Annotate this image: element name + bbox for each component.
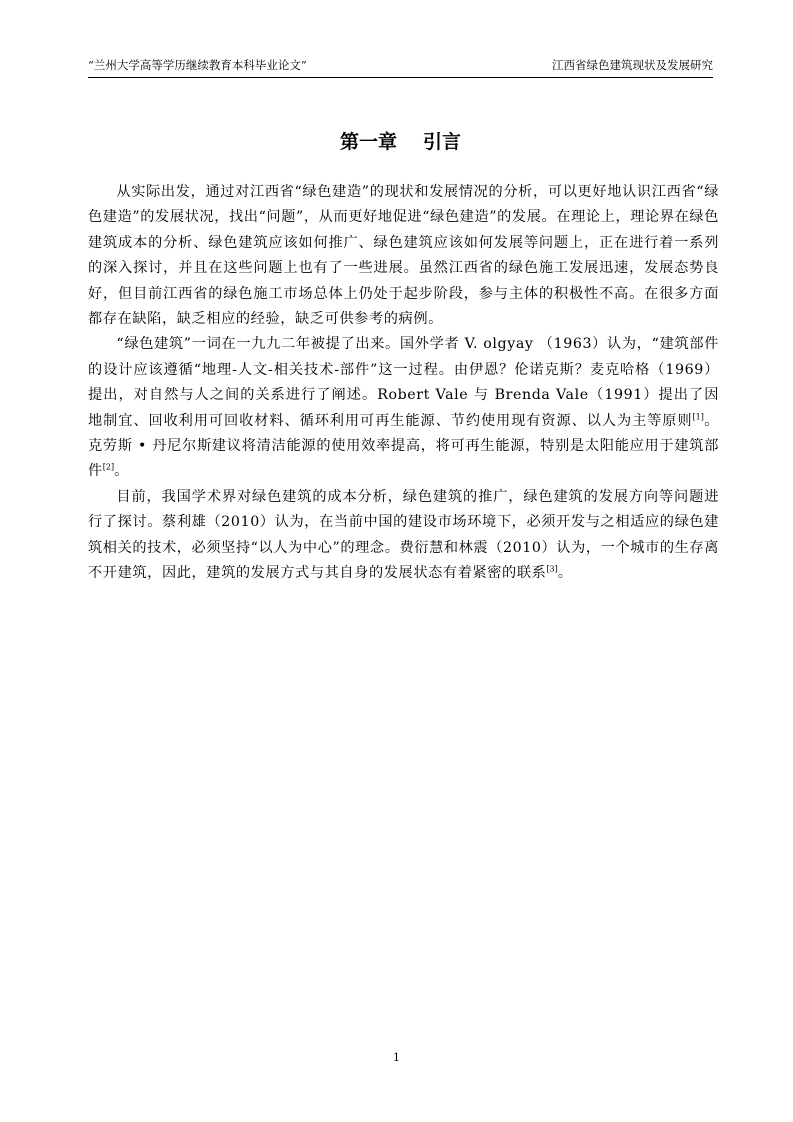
paragraph-2 bbox=[88, 332, 719, 484]
chapter-title: 引言 bbox=[423, 131, 462, 153]
running-header bbox=[88, 58, 713, 78]
chapter-heading bbox=[88, 128, 713, 156]
paragraph-2-text-c: 。 bbox=[114, 463, 129, 480]
paragraph-3 bbox=[88, 485, 719, 587]
chapter-number: 第一章 bbox=[339, 131, 397, 153]
page-number: 1 bbox=[393, 1051, 400, 1064]
paragraph-1: 从实际出发，通过对江西省“绿色建造”的现状和发展情况的分析，可以更好地认识江西省“绿色建造”的发展状况，找出“问题”，从而更好地促进“绿色建造”的发展。在理论上，理论界在绿色建筑成本的分析、绿色建筑应该如何推广、绿色建筑应该如何发展等问题上，正在进行着一系列的深入探讨，并且在这些问题上也有了一些进展。虽然江西省的绿色施工发展迅速，发展态势良好，但目前江西省的绿色施工市场总体上仍处于起步阶段，参与主体的积极性不高。在很多方面都存在缺陷，缺乏相应的经验，缺乏可供参考的病例。 bbox=[88, 184, 719, 328]
citation-ref-3: [3] bbox=[546, 564, 558, 574]
chapter-body bbox=[88, 180, 719, 587]
citation-ref-1: [1] bbox=[692, 411, 704, 421]
paragraph-3-text-a: 目前，我国学术界对绿色建筑的成本分析，绿色建筑的推广，绿色建筑的发展方向等问题进行了探讨。蔡利雄（2010）认为，在当前中国的建设市场环境下，必须开发与之相适应的绿色建筑相关的技术，必须坚持“以人为中心”的理念。费衍慧和林震（2010）认为，一个城市的生存离不开建筑，因此，建筑的发展方式与其自身的发展状态有着紧密的联系 bbox=[88, 488, 719, 582]
citation-ref-2: [2] bbox=[102, 462, 115, 472]
paragraph-3-text-b: 。 bbox=[557, 565, 573, 582]
paragraph-2-text-a: “绿色建筑”一词在一九九二年被提了出来。国外学者 V. olgyay （1963）认为，“建筑部件的设计应该遵循“地理-人文-相关技术-部件”这一过程。由伊恩？伦诺克斯？麦克哈格（1969）提出，对自然与人之间的关系进行了阐述。Robert Vale 与 Brenda Vale（1991）提出了因地制宜、回收利用可回收材料、循环利用可再生能源、节约使用现有资源、以人为主等原则 bbox=[88, 336, 719, 429]
paragraph-2-text-b: 。克劳斯 • 丹尼尔斯建议将清洁能源的使用效率提高，将可再生能源，特别是太阳能应用于建筑部件 bbox=[88, 412, 719, 480]
header-thesis-label: “兰州大学高等学历继续教育本科毕业论文” bbox=[88, 58, 307, 72]
header-paper-title: 江西省绿色建筑现状及发展研究 bbox=[552, 58, 713, 72]
